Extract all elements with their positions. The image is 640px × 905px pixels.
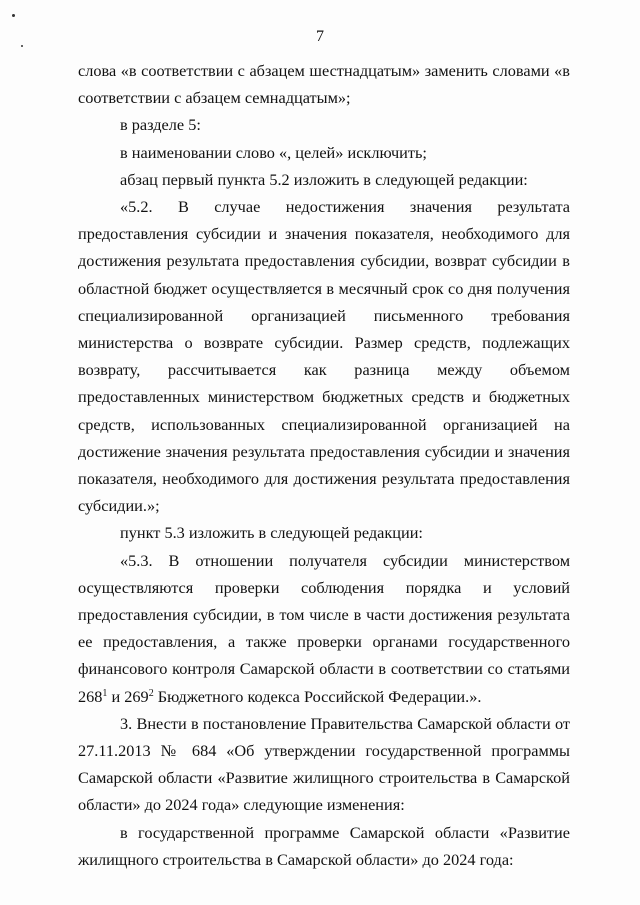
paragraph: абзац первый пункта 5.2 изложить в следующей редакции: bbox=[120, 169, 528, 189]
paragraph-item-3: 3. Внести в постановление Правительства Самарской области от 27.11.2013 № 684 «Об утверждении государственной программы Самарской области «Развитие жилищного строительства в Самарской области» до 2024 года» следующие изменения: bbox=[78, 713, 570, 815]
paragraph: в разделе 5: bbox=[120, 115, 201, 135]
paragraph-text: и 269 bbox=[107, 686, 149, 706]
paragraph: слова «в соответствии с абзацем шестнадцатым» заменить словами «в соответствии с абзацем семнадцатым»; bbox=[78, 61, 570, 108]
paragraph: в наименовании слово «, целей» исключить; bbox=[120, 142, 427, 162]
scan-speck bbox=[12, 14, 15, 17]
superscript: 2 bbox=[148, 687, 154, 699]
paragraph-text: Бюджетного кодекса Российской Федерации.». bbox=[153, 686, 482, 706]
document-body bbox=[78, 57, 570, 873]
quoted-paragraph-5-3 bbox=[78, 547, 570, 710]
quoted-paragraph-5-2: «5.2. В случае недостижения значения результата предоставления субсидии и значения показателя, необходимого для достижения результата предоставления субсидии, возврат субсидии в областной бюджет осуществляется в месячный срок со дня получения специализированной организацией письменного требования министерства о возврате субсидии. Размер средств, подлежащих возврату, рассчитывается как разница между объемом предоставленных министерством бюджетных средств и бюджетных средств, использованных специализированной организацией на достижение значения результата предоставления субсидии и значения показателя, необходимого для достижения результата предоставления субсидии.»; bbox=[78, 197, 570, 516]
paragraph: в государственной программе Самарской области «Развитие жилищного строительства в Самарской области» до 2024 года: bbox=[78, 822, 570, 869]
paragraph-text: «5.3. В отношении получателя субсидии министерством осуществляются проверки соблюдения порядка и условий предоставления субсидии, в том числе в части достижения результата ее предоставления, а также проверки органами государственного финансового контроля Самарской области в соответствии со статьями 268 bbox=[78, 550, 570, 706]
paragraph: пункт 5.3 изложить в следующей редакции: bbox=[120, 523, 423, 543]
page-number: 7 bbox=[316, 28, 324, 45]
superscript: 1 bbox=[102, 687, 108, 699]
